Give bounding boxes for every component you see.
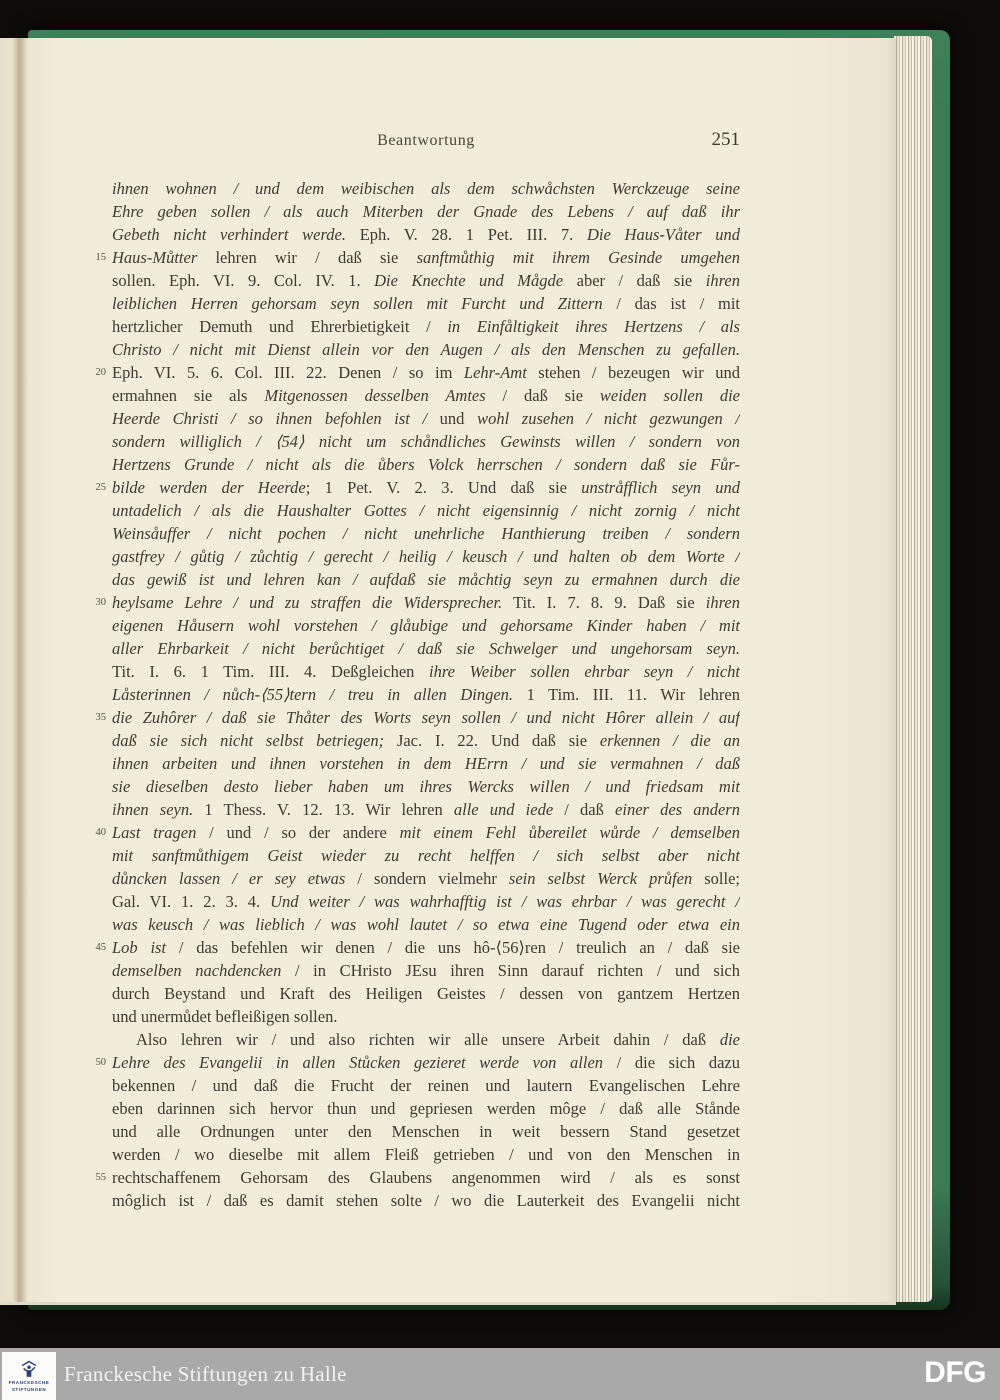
line-text: mit sanftmůthigem Geist wieder zu recht helffen / sich selbst aber nicht bbox=[112, 846, 740, 865]
line-text: hertzlicher Demuth und Ehrerbietigkeit / in Einfåltigkeit ihres Hertzens / als bbox=[112, 317, 740, 336]
line-text: důncken lassen / er sey etwas / sondern vielmehr sein selbst Werck průfen solle; bbox=[112, 869, 740, 888]
text-line bbox=[95, 476, 740, 499]
text-line bbox=[112, 913, 740, 936]
page-edge-stack bbox=[894, 36, 932, 1302]
logo-caption-line2: STIFTUNGEN bbox=[11, 1386, 47, 1392]
logo-caption bbox=[9, 1380, 50, 1394]
line-text: Heerde Christi / so ihnen befohlen ist / und wohl zusehen / nicht gezwungen / bbox=[112, 409, 740, 428]
text-line bbox=[112, 798, 740, 821]
line-text: bekennen / und daß die Frucht der reinen und lautern Evangelischen Lehre bbox=[112, 1076, 740, 1095]
line-number: 50 bbox=[95, 1057, 106, 1068]
text-line bbox=[112, 752, 740, 775]
line-text: gastfrey / gůtig / zůchtig / gerecht / heilig / keusch / und halten ob dem Worte / bbox=[112, 547, 740, 566]
text-line bbox=[112, 1097, 740, 1120]
franckesche-stiftungen-logo bbox=[2, 1352, 56, 1400]
text-line bbox=[112, 430, 740, 453]
line-text: leiblichen Herren gehorsam seyn sollen mit Furcht und Zittern / das ist / mit bbox=[112, 294, 740, 313]
line-text: eigenen Håusern wohl vorstehen / glåubige und gehorsame Kinder haben / mit bbox=[112, 616, 740, 635]
text-line bbox=[112, 407, 740, 430]
text-line bbox=[112, 315, 740, 338]
text-line bbox=[112, 223, 740, 246]
text-line bbox=[112, 614, 740, 637]
text-line bbox=[112, 1189, 740, 1212]
text-line bbox=[112, 545, 740, 568]
text-block bbox=[95, 177, 740, 1212]
line-text: Haus-Můtter lehren wir / daß sie sanftmůthig mit ihrem Gesinde umgehen bbox=[112, 248, 740, 267]
dfg-logo: DFG bbox=[924, 1356, 986, 1389]
text-line bbox=[112, 269, 740, 292]
text-line bbox=[95, 361, 740, 384]
text-line bbox=[112, 1120, 740, 1143]
text-line bbox=[112, 982, 740, 1005]
text-line bbox=[112, 200, 740, 223]
line-text: bilde werden der Heerde; 1 Pet. V. 2. 3. Und daß sie unstråfflich seyn und bbox=[112, 478, 740, 497]
line-text: Lehre des Evangelii in allen Stůcken gezieret werde von allen / die sich dazu bbox=[112, 1053, 740, 1072]
line-text: Weinsåuffer / nicht pochen / nicht unehrliche Hanthierung treiben / sondern bbox=[112, 524, 740, 543]
line-text: Lob ist / das befehlen wir denen / die uns hô-⟨56⟩ren / treulich an / daß sie bbox=[112, 938, 740, 957]
line-number: 45 bbox=[95, 942, 106, 953]
text-line bbox=[112, 1005, 740, 1028]
line-text: Last tragen / und / so der andere mit einem Fehl ůbereilet wůrde / demselben bbox=[112, 823, 740, 842]
line-number: 15 bbox=[95, 252, 106, 263]
line-text: rechtschaffenem Gehorsam des Glaubens angenommen wird / als es sonst bbox=[112, 1168, 740, 1187]
line-text: Hertzens Grunde / nicht als die ůbers Volck herrschen / sondern daß sie Fůr- bbox=[112, 455, 740, 474]
line-text: Christo / nicht mit Dienst allein vor den Augen / als den Menschen zu gefallen. bbox=[112, 340, 740, 359]
text-line bbox=[112, 775, 740, 798]
text-line bbox=[112, 729, 740, 752]
logo-caption-line1: FRANCKESCHE bbox=[8, 1379, 50, 1385]
text-line bbox=[95, 821, 740, 844]
line-text: ihnen arbeiten und ihnen vorstehen in dem HErrn / und sie vermahnen / daß bbox=[112, 754, 740, 773]
line-text: ermahnen sie als Mitgenossen desselben Amtes / daß sie weiden sollen die bbox=[112, 386, 740, 405]
text-line bbox=[112, 292, 740, 315]
line-text: was keusch / was lieblich / was wohl lautet / so etwa eine Tugend oder etwa ein bbox=[112, 915, 740, 934]
line-text: das gewiß ist und lehren kan / aufdaß sie måchtig seyn zu ermahnen durch die bbox=[112, 570, 740, 589]
line-text: demselben nachdencken / in CHristo JEsu ihren Sinn darauf richten / und sich bbox=[112, 961, 740, 980]
text-line bbox=[112, 637, 740, 660]
line-text: untadelich / als die Haushalter Gottes / nicht eigensinnig / nicht zornig / nicht bbox=[112, 501, 740, 520]
line-text: eben darinnen sich hervor thun und gepriesen werden môge / daß alle Stånde bbox=[112, 1099, 740, 1118]
line-text: die Zuhôrer / daß sie Thåter des Worts seyn sollen / und nicht Hôrer allein / auf bbox=[112, 708, 740, 727]
line-number: 30 bbox=[95, 597, 106, 608]
text-line bbox=[112, 844, 740, 867]
line-text: Eph. VI. 5. 6. Col. III. 22. Denen / so im Lehr-Amt stehen / bezeugen wir und bbox=[112, 363, 740, 382]
line-text: Gal. VI. 1. 2. 3. 4. Und weiter / was wahrhafftig ist / was ehrbar / was gerecht / bbox=[112, 892, 740, 911]
text-line bbox=[95, 936, 740, 959]
line-text: Also lehren wir / und also richten wir alle unsere Arbeit dahin / daß die bbox=[136, 1030, 740, 1049]
text-line bbox=[112, 867, 740, 890]
page-number: 251 bbox=[711, 129, 740, 150]
line-number: 20 bbox=[95, 367, 106, 378]
text-line bbox=[112, 453, 740, 476]
text-line bbox=[112, 499, 740, 522]
institution-label: Franckesche Stiftungen zu Halle bbox=[64, 1362, 347, 1386]
text-line bbox=[95, 1166, 740, 1189]
text-line bbox=[95, 706, 740, 729]
line-text: môglich ist / daß es damit stehen solte / wo die Lauterkeit des Evangelii nicht bbox=[112, 1191, 740, 1210]
line-text: durch Beystand und Kraft des Heiligen Geistes / dessen von gantzem Hertzen bbox=[112, 984, 740, 1003]
line-text: Låsterinnen / nůch-⟨55⟩tern / treu in allen Dingen. 1 Tim. III. 11. Wir lehren bbox=[112, 685, 740, 704]
text-line bbox=[112, 1143, 740, 1166]
line-text: daß sie sich nicht selbst betriegen; Jac. I. 22. Und daß sie erkennen / die an bbox=[112, 731, 740, 750]
line-text: ihnen seyn. 1 Thess. V. 12. 13. Wir lehren alle und iede / daß einer des andern bbox=[112, 800, 740, 819]
line-text: sie dieselben desto lieber haben um ihres Wercks willen / und friedsam mit bbox=[112, 777, 740, 796]
text-line bbox=[112, 890, 740, 913]
book-page bbox=[0, 38, 896, 1305]
line-text: heylsame Lehre / und zu straffen die Widersprecher. Tit. I. 7. 8. 9. Daß sie ihren bbox=[112, 593, 740, 612]
text-line bbox=[112, 384, 740, 407]
line-number: 25 bbox=[95, 482, 106, 493]
line-text: Tit. I. 6. 1 Tim. III. 4. Deßgleichen ihre Weiber sollen ehrbar seyn / nicht bbox=[112, 662, 740, 681]
text-line bbox=[112, 1074, 740, 1097]
line-text: und unermůdet befleißigen sollen. bbox=[112, 1007, 338, 1026]
text-line bbox=[112, 177, 740, 200]
line-text: Gebeth nicht verhindert werde. Eph. V. 28. 1 Pet. III. 7. Die Haus-Våter und bbox=[112, 225, 740, 244]
text-line bbox=[112, 522, 740, 545]
line-number: 55 bbox=[95, 1172, 106, 1183]
line-text: aller Ehrbarkeit / nicht berůchtiget / daß sie Schwelger und ungehorsam seyn. bbox=[112, 639, 740, 658]
text-line bbox=[112, 660, 740, 683]
text-line bbox=[95, 246, 740, 269]
line-number: 35 bbox=[95, 712, 106, 723]
text-line bbox=[95, 1051, 740, 1074]
running-title: Beantwortung bbox=[377, 132, 475, 149]
line-text: sondern williglich / ⟨54⟩ nicht um schåndliches Gewinsts willen / sondern von bbox=[112, 432, 740, 451]
francke-figure-icon bbox=[19, 1359, 39, 1378]
text-line bbox=[95, 591, 740, 614]
line-text: werden / wo dieselbe mit allem Fleiß getrieben / und von den Menschen in bbox=[112, 1145, 740, 1164]
text-line bbox=[112, 959, 740, 982]
page-header bbox=[112, 129, 740, 154]
text-line bbox=[112, 683, 740, 706]
text-line bbox=[112, 338, 740, 361]
line-text: und alle Ordnungen unter den Menschen in weit bessern Stand gesetzet bbox=[112, 1122, 740, 1141]
line-text: sollen. Eph. VI. 9. Col. IV. 1. Die Knechte und Mågde aber / daß sie ihren bbox=[112, 271, 740, 290]
text-line bbox=[112, 1028, 740, 1051]
text-line bbox=[112, 568, 740, 591]
line-number: 40 bbox=[95, 827, 106, 838]
line-text: ihnen wohnen / und dem weibischen als dem schwåchsten Werckzeuge seine bbox=[112, 179, 740, 198]
line-text: Ehre geben sollen / als auch Miterben der Gnade des Lebens / auf daß ihr bbox=[112, 202, 740, 221]
